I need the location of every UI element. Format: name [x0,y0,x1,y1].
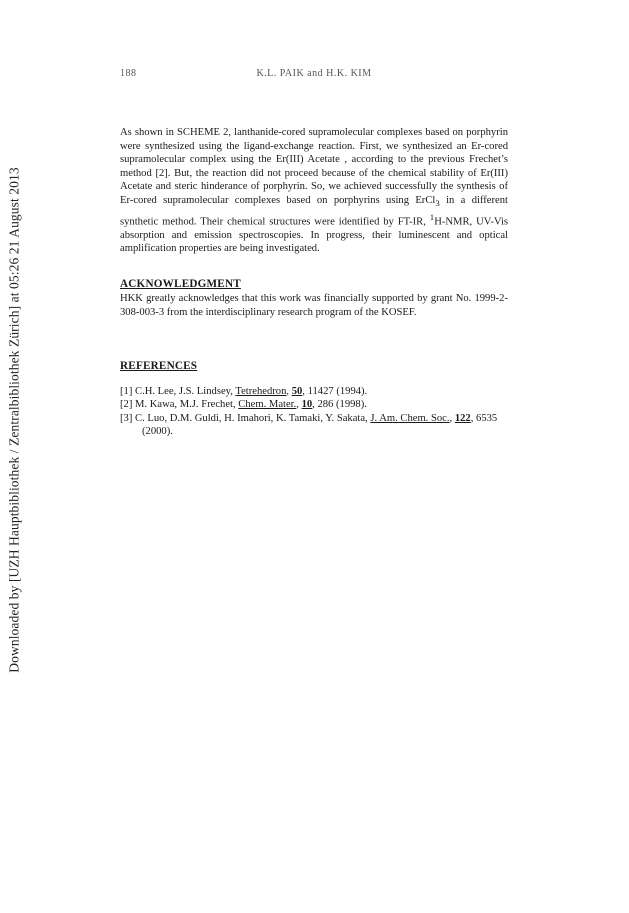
ref-number: [1] [120,386,133,397]
ref-journal: Chem. Mater. [238,399,297,411]
acknowledgment-text: HKK greatly acknowledges that this work was financially supported by grant No. 1999-2-308-003-3 from the interdisciplinary research program of the KOSEF. [120,293,508,318]
running-header [120,68,508,84]
running-authors: K.L. PAIK and H.K. KIM [256,68,372,79]
ref-rest: , 11427 (1994). [302,386,368,397]
ref-authors: C.H. Lee, J.S. Lindsey, [135,386,236,397]
ref-rest: , 286 (1998). [312,399,367,411]
body-paragraph [120,126,508,256]
download-watermark-text: Downloaded by [UZH Hauptbibliothek / Zentralbibliothek Zürich] at 05:26 21 August 2013 [7,167,23,673]
ref-volume: 10 [301,399,313,411]
reference-item: [2] M. Kawa, M.J. Frechet, Chem. Mater., 10, 286 (1998). [120,399,367,411]
paragraph-part-3: H-NMR, UV-Vis absorption and emission spectroscopies. In progress, their luminescent and optical amplification properties are being investigated. [120,216,509,255]
ref-volume: 50 [291,386,303,397]
ref-authors: C. Luo, D.M. Guldi, H. Imahori, K. Tamaki, Y. Sakata, [135,412,371,424]
ref-authors: M. Kawa, M.J. Frechet, [135,399,239,411]
references-heading: REFERENCES [120,360,198,372]
reference-list [120,385,508,439]
subscript-3: 3 [435,198,440,209]
ref-volume: 122 [454,412,471,424]
ref-number: [2] [120,399,133,411]
ref-journal: Tetrehedron [235,386,287,397]
acknowledgment-heading: ACKNOWLEDGMENT [120,278,241,290]
superscript-1: 1 [429,211,435,222]
acknowledgment-section [120,292,508,319]
reference-item: [1] C.H. Lee, J.S. Lindsey, Tetrehedron, 50, 11427 (1994). [120,386,368,397]
paragraph-part-2: in a different synthetic method. Their chemical structures were identified by FT-IR, [120,194,508,228]
page-number: 188 [120,68,137,79]
paragraph-part-1: As shown in SCHEME 2, lanthanide-cored supramolecular complexes based on porphyrin were synthesized using the ligand-exchange reaction. First, we synthesized an Er-cored supramolecular complex using the Er(III) Acetate , according to the previous Frechet’s method [2]. But, the reaction did not proceed because of the chemical stability of Er(III) Acetate and steric hinderance of porphyrin. So, we achieved successfully the synthesis of Er-cored supramolecular complexes based on porphyrins using ErCl [120,127,508,206]
paragraph-text [120,126,508,256]
ref-rest: , 6535 (2000). [142,412,498,438]
download-watermark [4,120,26,720]
ref-journal: J. Am. Chem. Soc. [370,412,450,424]
reference-item: [3] C. Luo, D.M. Guldi, H. Imahori, K. Tamaki, Y. Sakata, J. Am. Chem. Soc., 122, 6535 (2000). [120,412,498,438]
ref-number: [3] [120,412,133,424]
